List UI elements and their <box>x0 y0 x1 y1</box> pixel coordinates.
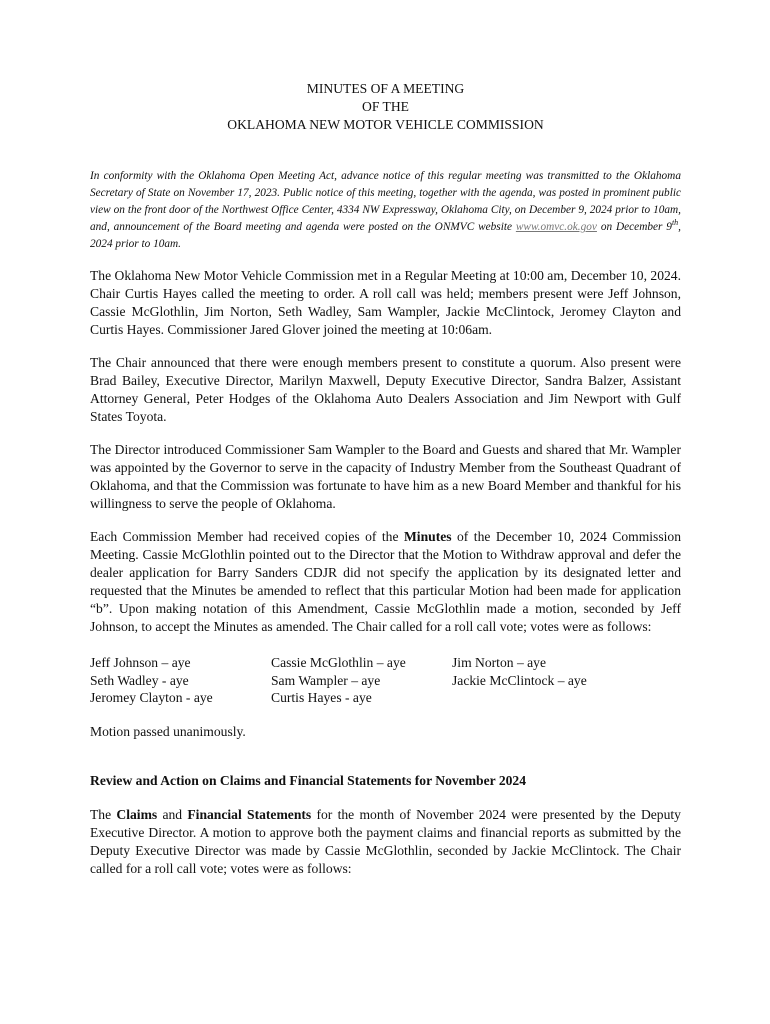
date-ordinal: th <box>671 218 679 228</box>
open-meeting-notice <box>90 168 681 253</box>
claims-paragraph <box>90 806 681 878</box>
title-line-3: OKLAHOMA NEW MOTOR VEHICLE COMMISSION <box>227 117 544 132</box>
minutes-bold: Minutes <box>403 529 452 544</box>
vote-entry: Jim Norton – aye <box>452 655 547 670</box>
notice-date: on December 9 <box>596 221 672 233</box>
vote-entry: Curtis Hayes - aye <box>271 690 372 705</box>
claims-bold: Claims <box>116 806 158 822</box>
title-line-2: OF THE <box>362 99 409 114</box>
document-title <box>90 80 681 134</box>
vote-entry: Jackie McClintock – aye <box>452 672 587 688</box>
vote-entry: Cassie McGlothlin – aye <box>271 655 406 670</box>
vote-entry: Seth Wadley - aye <box>90 672 189 688</box>
meeting-called-paragraph: The Oklahoma New Motor Vehicle Commission met in a Regular Meeting at 10:00 am, December 10, 2024. Chair Curtis Hayes called the meeting to order. A roll call was held; members present were Jeff Johnson, Cassie McGlothlin, Jim Norton, Seth Wadley, Sam Wampler, Jackie McClintock, Jeromey Clayton and Curtis Hayes. Commissioner Jared Glover joined the meeting at 10:06am. <box>90 268 681 337</box>
quorum-paragraph: The Chair announced that there were enough members present to constitute a quorum. Also present were Brad Bailey, Executive Director, Marilyn Maxwell, Deputy Executive Director, Sandra Balzer, Assistant Attorney General, Peter Hodges of the Oklahoma Auto Dealers Association and Jim Newport with Gulf States Toyota. <box>90 355 681 424</box>
motion-passed: Motion passed unanimously. <box>90 723 246 739</box>
title-line-1: MINUTES OF A MEETING <box>306 81 465 96</box>
section-heading: Review and Action on Claims and Financial Statements for November 2024 <box>90 772 527 788</box>
claims-text-2: and <box>157 806 188 822</box>
vote-entry-empty <box>452 689 681 707</box>
claims-text-1: The <box>90 806 117 822</box>
minutes-text-1: Each Commission Member had received copies of the <box>90 529 404 544</box>
financial-statements-bold: Financial Statements <box>187 806 312 822</box>
new-commissioner-paragraph: The Director introduced Commissioner Sam Wampler to the Board and Guests and shared that Mr. Wampler was appointed by the Governor to serve in the capacity of Industry Member from the Southeast Quadrant of Oklahoma, and that the Commission was fortunate to have him as a new Board Member and thankful for his willingness to serve the people of Oklahoma. <box>90 442 681 511</box>
website-link[interactable]: www.omvc.ok.gov <box>515 221 597 233</box>
notice-text: In conformity with the Oklahoma Open Meeting Act, advance notice of this regular meeting was transmitted to the Oklahoma Secretary of State on November 17, 2023. Public notice of this meeting, together with the agenda, was posted in prominent public view on the front door of the Northwest Office Center, 4334 NW Expressway, Oklahoma City, on December 9, 2024 prior to 10am, and, announcement of the Board meeting and agenda were posted on the ONMVC website <box>90 170 681 233</box>
vote-entry: Jeromey Clayton - aye <box>90 690 213 705</box>
notice-end: , 2024 prior to 10am. <box>90 221 681 250</box>
vote-entry: Sam Wampler – aye <box>271 672 381 688</box>
claims-text-3: for the month of November 2024 were presented by the Deputy Executive Director. A motion to approve both the payment claims and financial reports as submitted by the Deputy Executive Director was made by Cassie McGlothlin, seconded by Jackie McClintock. The Chair called for a roll call vote; votes were as follows: <box>90 806 681 876</box>
minutes-paragraph <box>90 528 681 636</box>
document-page <box>90 80 681 878</box>
vote-entry: Jeff Johnson – aye <box>90 655 191 670</box>
roll-call-votes <box>90 654 681 707</box>
minutes-text-2: of the December 10, 2024 Commission Meeting. Cassie McGlothlin pointed out to the Director that the Motion to Withdraw approval and defer the dealer application for Barry Sanders CDJR did not specify the application by its designated letter and requested that the Minutes be amended to reflect that this particular Motion had been made for application “b”. Upon making notation of this Amendment, Cassie McGlothlin made a motion, seconded by Jeff Johnson, to accept the Minutes as amended. The Chair called for a roll call vote; votes were as follows: <box>90 529 682 634</box>
